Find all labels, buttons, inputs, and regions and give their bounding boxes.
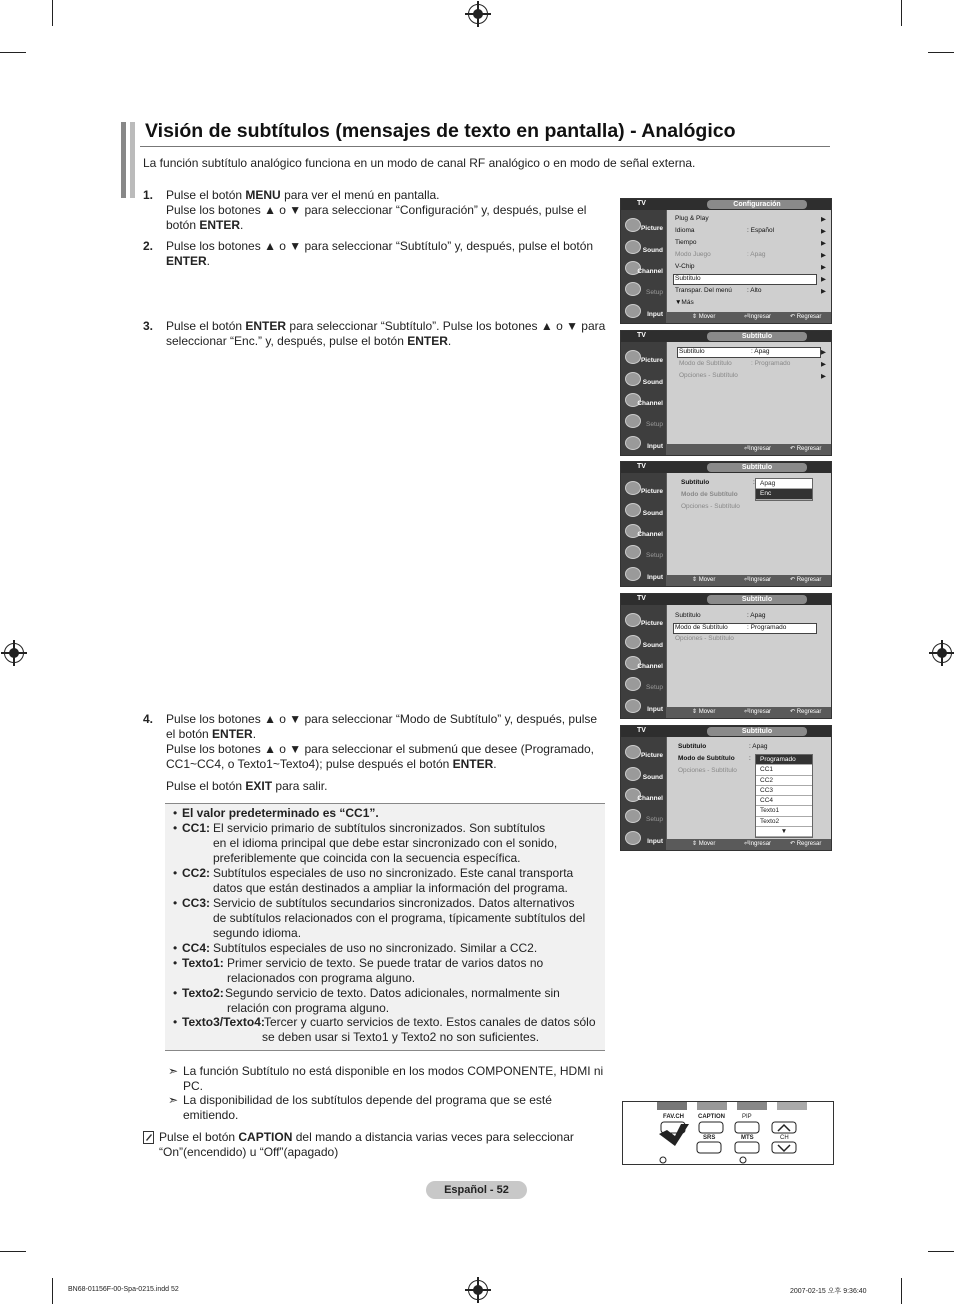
note-label: CC1: — [182, 821, 211, 835]
menu-panel — [667, 342, 831, 444]
text: Pulse el botón — [166, 188, 246, 202]
option-item[interactable]: CC4 — [756, 796, 812, 806]
menu-item[interactable]: ▼Más — [675, 299, 694, 306]
sound-icon — [625, 503, 641, 517]
sidebar-item-setup[interactable] — [623, 413, 665, 431]
menu-tab: Subtítulo — [707, 332, 807, 341]
note-line: Subtítulos especiales de uso no sincronizado. Este canal transporta — [213, 866, 574, 880]
sidebar-item-input[interactable] — [623, 303, 665, 321]
back-hint: ↶ Regresar — [790, 841, 822, 847]
back-hint: ↶ Regresar — [790, 314, 822, 320]
option-item[interactable]: Enc — [756, 489, 812, 499]
step-number: 2. — [143, 239, 154, 253]
hint-label: Regresar — [796, 709, 822, 715]
setup-icon — [625, 282, 641, 296]
option-item[interactable]: Apag — [756, 479, 812, 489]
note-line: en el idioma principal que debe estar sincronizado con el sonido, — [213, 836, 558, 850]
tv-label: TV — [637, 200, 646, 207]
sidebar-label: Picture — [640, 225, 663, 232]
note-label: CC3: — [182, 896, 211, 910]
menu-item[interactable]: Tiempo — [675, 239, 697, 246]
text: Pulse los botones ▲ o ▼ para seleccionar “Modo de Subtítulo” y, después, pulse el botón — [166, 712, 598, 741]
sidebar-label: Picture — [640, 752, 663, 759]
move-hint: ⇕ Mover — [692, 709, 716, 715]
note-bullet: • — [173, 896, 178, 910]
text: La función Subtítulo no está disponible en los modos COMPONENTE, HDMI ni — [183, 1064, 604, 1078]
text-bold: ENTER — [212, 727, 253, 741]
sidebar-label: Sound — [642, 379, 663, 386]
tv-bottom-bar — [667, 312, 831, 323]
crop-mark — [0, 52, 26, 53]
menu-value: : Apag — [751, 348, 770, 355]
setup-icon — [625, 677, 641, 691]
slug-left: BN68-01156F-00-Spa-0215.indd 52 — [68, 1286, 179, 1293]
text: Pulse los botones ▲ o ▼ para seleccionar el submenú que desee (Programado, CC1~CC4, o Texto1~Texto4); pulse después el botón — [166, 742, 594, 771]
tv-label: TV — [637, 595, 646, 602]
picture-icon — [625, 218, 641, 232]
sidebar-item-picture[interactable] — [623, 217, 665, 235]
sidebar-label: Input — [647, 838, 663, 845]
sidebar-item-picture[interactable] — [623, 480, 665, 498]
step-text — [166, 319, 606, 349]
menu-item[interactable]: Transpar. Del menú — [675, 287, 732, 294]
crop-mark — [0, 1251, 26, 1252]
sidebar-label: Channel — [637, 268, 663, 275]
setup-icon — [625, 414, 641, 428]
picture-icon — [625, 613, 641, 627]
caption-label: CAPTION — [698, 1114, 725, 1120]
sidebar-label: Picture — [640, 488, 663, 495]
note-line: segundo idioma. — [213, 926, 302, 940]
step-text — [166, 712, 604, 794]
text: . — [493, 757, 497, 771]
sidebar-label: Setup — [646, 684, 663, 691]
enter-hint: ⏎Ingresar — [744, 446, 772, 452]
menu-arrow-icon: ▶ — [821, 288, 826, 295]
option-item[interactable]: CC3 — [756, 786, 812, 796]
menu-value: : Alto — [747, 287, 762, 294]
menu-panel — [667, 473, 831, 575]
setup-icon — [625, 545, 641, 559]
menu-item[interactable]: Opciones - Subtítulo — [679, 372, 738, 379]
sidebar-label: Picture — [640, 357, 663, 364]
sidebar-item-sound[interactable] — [623, 634, 665, 652]
hint-label: Mover — [698, 314, 716, 320]
hint-label: Regresar — [796, 314, 822, 320]
enter-hint: ⏎Ingresar — [744, 314, 772, 320]
menu-item[interactable]: Modo de Subtítulo — [675, 623, 728, 631]
crop-mark — [52, 0, 53, 26]
sidebar-item-input[interactable] — [623, 435, 665, 453]
note-line: Servicio de subtítulos secundarios sincronizados. Datos alternativos — [213, 896, 575, 910]
enter-hint: ⏎Ingresar — [744, 841, 772, 847]
text: Pulse el botón — [166, 319, 246, 333]
note-label: Texto1: — [182, 956, 224, 970]
note-line: relación con programa alguno. — [227, 1001, 390, 1015]
menu-item[interactable]: Subtítulo — [681, 479, 710, 486]
hint-label: Regresar — [796, 841, 822, 847]
menu-item[interactable]: Opciones - Subtítulo — [678, 767, 737, 774]
hint-label: Ingresar — [749, 577, 772, 583]
favch-label: FAV.CH — [663, 1114, 685, 1120]
sidebar-label: Setup — [646, 816, 663, 823]
text: Pulse el botón — [159, 1130, 239, 1144]
menu-arrow-icon: ▶ — [821, 252, 826, 259]
input-icon — [625, 567, 641, 581]
step-number: 4. — [143, 712, 154, 726]
menu-item[interactable]: Modo de Subtítulo — [679, 360, 732, 367]
note-bullet: • — [173, 866, 178, 880]
menu-value: : Apag — [747, 251, 766, 258]
hint-label: Ingresar — [749, 314, 772, 320]
menu-value: : Español — [747, 227, 775, 234]
tv-label: TV — [637, 332, 646, 339]
step-text — [166, 239, 601, 269]
text: . — [206, 254, 211, 268]
step-2 — [143, 239, 613, 269]
menu-panel — [667, 605, 831, 707]
input-icon — [625, 831, 641, 845]
sound-icon — [625, 372, 641, 386]
sidebar-item-channel[interactable] — [623, 787, 665, 805]
note-line: Segundo servicio de texto. Datos adicionales, normalmente sin — [225, 986, 560, 1000]
sidebar-item-input[interactable] — [623, 698, 665, 716]
crop-mark — [901, 0, 902, 26]
menu-value: : Apag — [747, 612, 766, 619]
sidebar-item-channel[interactable] — [623, 392, 665, 410]
note-line: relacionados con programa alguno. — [227, 971, 416, 985]
sidebar-item-setup[interactable] — [623, 808, 665, 826]
sidebar-label: Channel — [637, 795, 663, 802]
sidebar-item-sound[interactable] — [623, 502, 665, 520]
text: para seleccionar “Subtítulo”. Pulse los botones ▲ o ▼ para seleccionar “Enc.” y, después, pulse el botón — [166, 319, 606, 348]
text-bold: ENTER — [245, 319, 287, 333]
text: emitiendo. — [183, 1108, 239, 1122]
option-item[interactable]: ▼ — [756, 827, 812, 837]
note-bullet: • — [173, 1015, 178, 1029]
setup-icon — [625, 809, 641, 823]
note-bullet: • — [173, 956, 178, 970]
page-number: Español - 52 — [426, 1181, 527, 1199]
intro-text: La función subtítulo analógico funciona en un modo de canal RF analógico o en modo de señal externa. — [143, 156, 696, 170]
hint-label: Mover — [698, 841, 716, 847]
mts-label: MTS — [741, 1135, 754, 1141]
option-item[interactable]: CC2 — [756, 776, 812, 786]
menu-arrow-icon: ▶ — [821, 228, 826, 235]
sidebar-item-input[interactable] — [623, 566, 665, 584]
hint-label: Regresar — [796, 446, 822, 452]
note-bullet: • — [173, 941, 178, 955]
note-label: Texto2: — [182, 986, 224, 1000]
registration-mark — [468, 4, 488, 24]
tv-menu-screen — [620, 198, 832, 324]
menu-panel — [667, 737, 831, 839]
sidebar-item-setup[interactable] — [623, 544, 665, 562]
note-line: preferiblemente que coincida con la secuencia específica. — [213, 851, 521, 865]
sidebar-item-channel[interactable] — [623, 655, 665, 673]
note-line: datos que están destinados a ampliar la información del programa. — [213, 881, 568, 895]
move-hint: ⇕ Mover — [692, 841, 716, 847]
option-list[interactable] — [755, 754, 813, 838]
picture-icon — [625, 745, 641, 759]
text: para salir. — [272, 779, 328, 793]
menu-value: : Programado — [751, 360, 791, 367]
menu-value: : — [749, 755, 751, 762]
sidebar-label: Sound — [642, 642, 663, 649]
pip-label: PIP — [742, 1114, 752, 1120]
text: Pulse los botones ▲ o ▼ para seleccionar “Configuración” y, después, pulse el botón — [166, 203, 587, 232]
menu-arrow-icon: ▶ — [821, 276, 826, 283]
move-hint: ⇕ Mover — [692, 314, 716, 320]
menu-value: : — [753, 479, 755, 486]
option-item[interactable]: Texto2 — [756, 817, 812, 827]
menu-item[interactable]: Plug & Play — [675, 215, 709, 222]
menu-arrow-icon: ▶ — [821, 240, 826, 247]
text: . — [252, 727, 257, 741]
sidebar-label: Input — [647, 443, 663, 450]
menu-arrow-icon: ▶ — [821, 264, 826, 271]
ch-label: CH — [780, 1135, 789, 1141]
text: . — [447, 334, 452, 348]
menu-item[interactable]: Subtítulo — [678, 743, 707, 750]
hint-label: Ingresar — [749, 709, 772, 715]
tv-menu-screen — [620, 725, 832, 851]
text: . — [240, 218, 244, 232]
text-bold: ENTER — [166, 254, 207, 268]
note-pencil-icon — [143, 1131, 155, 1144]
sidebar-item-channel[interactable] — [623, 523, 665, 541]
menu-item[interactable]: Idioma — [675, 227, 695, 234]
arrow-icon: ➣ — [168, 1093, 179, 1107]
tv-bottom-bar — [667, 575, 831, 586]
menu-arrow-icon: ▶ — [821, 361, 826, 368]
menu-item[interactable]: V-Chip — [675, 263, 695, 270]
note-bullet: • — [173, 821, 178, 835]
menu-tab: Configuración — [707, 200, 807, 209]
hint-label: Ingresar — [749, 841, 772, 847]
text: PC. — [183, 1079, 204, 1093]
menu-item[interactable]: Subtítulo — [679, 348, 705, 355]
option-list[interactable] — [755, 478, 813, 501]
hint-label: Mover — [698, 709, 716, 715]
picture-icon — [625, 350, 641, 364]
tv-bottom-bar — [667, 444, 831, 455]
remote-illustration — [623, 1102, 833, 1164]
sidebar-label: Input — [647, 706, 663, 713]
hint-label: Ingresar — [749, 446, 772, 452]
registration-mark — [932, 643, 952, 663]
crop-mark — [928, 1251, 954, 1252]
step-number: 1. — [143, 188, 154, 202]
text: Pulse el botón — [166, 779, 246, 793]
note-label: CC2: — [182, 866, 211, 880]
menu-arrow-icon: ▶ — [821, 349, 826, 356]
text-bold: MENU — [245, 188, 281, 202]
srs-label: SRS — [703, 1135, 716, 1141]
slug-right: 2007-02-15 오후 9:36:40 — [790, 1288, 867, 1295]
move-hint: ⇕ Mover — [692, 577, 716, 583]
title-accent-bar — [130, 122, 135, 198]
sidebar-label: Channel — [637, 531, 663, 538]
sidebar-label: Input — [647, 574, 663, 581]
step-number: 3. — [143, 319, 154, 333]
option-item[interactable]: Texto1 — [756, 806, 812, 816]
menu-panel — [667, 210, 831, 312]
input-icon — [625, 304, 641, 318]
note-line: El servicio primario de subtítulos sincronizados. Son subtítulos — [213, 821, 546, 835]
registration-mark — [468, 1280, 488, 1300]
sidebar-item-picture[interactable] — [623, 744, 665, 762]
menu-item[interactable]: Opciones - Subtítulo — [681, 503, 740, 510]
sidebar-label: Input — [647, 311, 663, 318]
menu-arrow-icon: ▶ — [821, 216, 826, 223]
page-title: Visión de subtítulos (mensajes de texto en pantalla) - Analógico — [145, 120, 736, 142]
sidebar-item-sound[interactable] — [623, 766, 665, 784]
back-hint: ↶ Regresar — [790, 577, 822, 583]
registration-mark — [4, 643, 24, 663]
menu-tab: Subtítulo — [707, 727, 807, 736]
menu-item[interactable]: Modo Juego — [675, 251, 711, 258]
note-line: Tercer y cuarto servicios de texto. Estos canales de datos sólo — [264, 1015, 596, 1029]
hint-label: Regresar — [796, 577, 822, 583]
step-text — [166, 188, 606, 233]
sidebar-label: Sound — [642, 247, 663, 254]
picture-icon — [625, 481, 641, 495]
hint-label: Mover — [698, 577, 716, 583]
text: La disponibilidad de los subtítulos depende del programa que se esté — [183, 1093, 552, 1107]
text: “On”(encendido) u “Off”(apagado) — [159, 1145, 339, 1159]
sidebar-item-picture[interactable] — [623, 349, 665, 367]
menu-item[interactable]: Subtítulo — [675, 275, 701, 282]
note-bullet: • — [173, 806, 178, 820]
option-item[interactable]: CC1 — [756, 765, 812, 775]
text: del mando a distancia varias veces para seleccionar — [292, 1130, 574, 1144]
tv-menu-screen — [620, 330, 832, 456]
note-label: Texto3/Texto4: — [182, 1015, 265, 1029]
note-line: Primer servicio de texto. Se puede tratar de varios datos no — [227, 956, 544, 970]
text: para ver el menú en pantalla. — [280, 188, 440, 202]
menu-value: : Programado — [747, 623, 787, 631]
menu-tab: Subtítulo — [707, 463, 807, 472]
text-bold: CAPTION — [238, 1130, 293, 1144]
sidebar-label: Channel — [637, 663, 663, 670]
input-icon — [625, 436, 641, 450]
sound-icon — [625, 767, 641, 781]
sidebar-label: Setup — [646, 421, 663, 428]
back-hint: ↶ Regresar — [790, 446, 822, 452]
text: Pulse los botones ▲ o ▼ para seleccionar “Subtítulo” y, después, pulse el botón — [166, 239, 594, 253]
menu-item[interactable]: Modo de Subtítulo — [681, 491, 738, 498]
sidebar-label: Sound — [642, 774, 663, 781]
menu-item[interactable]: Modo de Subtítulo — [678, 755, 735, 762]
step-1 — [143, 188, 613, 233]
tv-bottom-bar — [667, 707, 831, 718]
note-line: de subtítulos relacionados con el programa, típicamente subtítulos del — [213, 911, 586, 925]
sidebar-item-sound[interactable] — [623, 239, 665, 257]
sidebar-label: Setup — [646, 552, 663, 559]
tv-bottom-bar — [667, 839, 831, 850]
note-line: Subtítulos especiales de uso no sincronizado. Similar a CC2. — [213, 941, 538, 955]
sidebar-item-setup[interactable] — [623, 281, 665, 299]
text-bold: ENTER — [452, 757, 494, 771]
sidebar-label: Picture — [640, 620, 663, 627]
tv-menu-screen — [620, 593, 832, 719]
sidebar-item-sound[interactable] — [623, 371, 665, 389]
arrow-icon: ➣ — [168, 1064, 179, 1078]
tv-label: TV — [637, 463, 646, 470]
sidebar-label: Setup — [646, 289, 663, 296]
title-accent-bar — [121, 122, 126, 198]
text-bold: ENTER — [407, 334, 448, 348]
menu-arrow-icon: ▶ — [821, 373, 826, 380]
sidebar-label: Sound — [642, 510, 663, 517]
tv-menu-screen — [620, 461, 832, 587]
remote-control-image — [622, 1101, 834, 1165]
text-bold: EXIT — [245, 779, 273, 793]
tv-label: TV — [637, 727, 646, 734]
crop-mark — [52, 1278, 53, 1304]
menu-item[interactable]: Subtítulo — [675, 612, 701, 619]
menu-item[interactable]: Opciones - Subtítulo — [675, 635, 734, 642]
back-hint: ↶ Regresar — [790, 709, 822, 715]
option-item[interactable]: Programado — [756, 755, 812, 765]
sidebar-item-channel[interactable] — [623, 260, 665, 278]
step-4 — [143, 712, 613, 792]
crop-mark — [901, 1278, 902, 1304]
sidebar-item-picture[interactable] — [623, 612, 665, 630]
crop-mark — [928, 52, 954, 53]
sidebar-item-setup[interactable] — [623, 676, 665, 694]
note-label: CC4: — [182, 941, 211, 955]
sound-icon — [625, 635, 641, 649]
text-bold: ENTER — [199, 218, 241, 232]
enter-hint: ⏎Ingresar — [744, 709, 772, 715]
title-rule — [140, 146, 830, 147]
step-3 — [143, 319, 613, 349]
sidebar-label: Channel — [637, 400, 663, 407]
note-label: El valor predeterminado es “CC1”. — [182, 806, 379, 820]
note-line: se deben usar si Texto1 y Texto2 no son suficientes. — [262, 1030, 540, 1044]
sound-icon — [625, 240, 641, 254]
sidebar-item-input[interactable] — [623, 830, 665, 848]
note-bullet: • — [173, 986, 178, 1000]
menu-value: : Apag — [749, 743, 768, 750]
enter-hint: ⏎Ingresar — [744, 577, 772, 583]
menu-tab: Subtítulo — [707, 595, 807, 604]
input-icon — [625, 699, 641, 713]
